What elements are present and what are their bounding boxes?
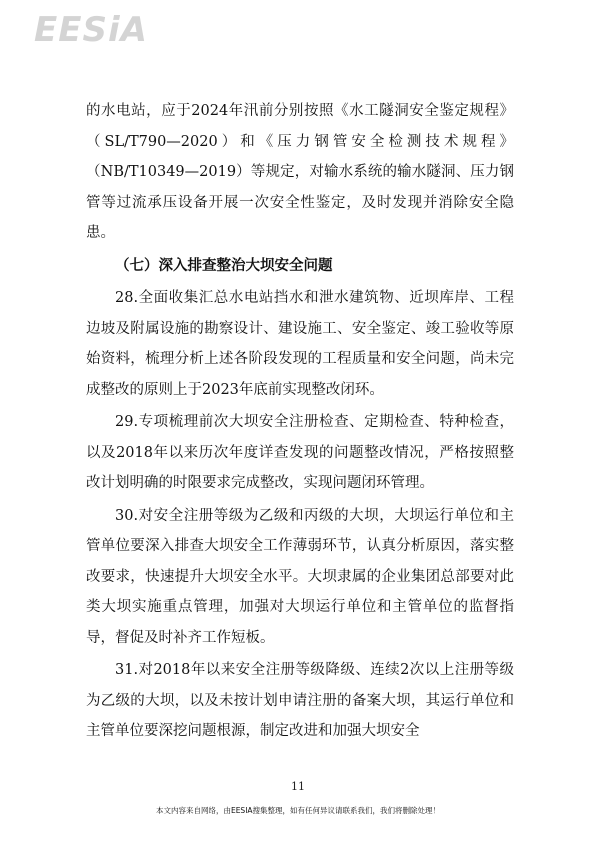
paragraph-continuation: 的水电站，应于2024年汛前分别按照《水工隧洞安全鉴定规程》（SL/T790—2020）和《压力钢管安全检测技术规程》（NB/T10349—2019）等规定，对输水系统的输水隧洞、压力钢管等过流承压设备开展一次安全性鉴定，及时发现并消除安全隐患。 <box>86 103 514 241</box>
paragraph-item-29: 29.专项梳理前次大坝安全注册检查、定期检查、特种检查，以及2018年以来历次年度详查发现的问题整改情况，严格按照整改计划明确的时限要求完成整改，实现问题闭环管理。 <box>86 414 514 491</box>
footer-disclaimer: 本文内容来自网络，由EESIA搜集整理，如有任何异议请联系我们，我们将删除处理！ <box>155 806 441 815</box>
paragraph-item-31: 31.对2018年以来安全注册等级降级、连续2次以上注册等级为乙级的大坝，以及未按计划申请注册的备案大坝，其运行单位和主管单位要深挖问题根源，制定改进和加强大坝安全 <box>86 662 514 739</box>
document-body <box>86 96 514 749</box>
paragraph-item-28: 28.全面收集汇总水电站挡水和泄水建筑物、近坝库岸、工程边坡及附属设施的勘察设计、建设施工、安全鉴定、竣工验收等原始资料，梳理分析上述各阶段发现的工程质量和安全问题，尚未完成整改的原则上于2023年底前实现整改闭环。 <box>86 290 514 398</box>
paragraph-item-30: 30.对安全注册等级为乙级和丙级的大坝，大坝运行单位和主管单位要深入排查大坝安全工作薄弱环节，认真分析原因，落实整改要求，快速提升大坝安全水平。大坝隶属的企业集团总部要对此类大坝实施重点管理，加强对大坝运行单位和主管单位的监督指导，督促及时补齐工作短板。 <box>86 507 514 646</box>
page-number: 11 <box>291 780 305 793</box>
eesia-logo: EESiA <box>34 10 148 50</box>
section-heading: （七）深入排查整治大坝安全问题 <box>115 257 333 274</box>
